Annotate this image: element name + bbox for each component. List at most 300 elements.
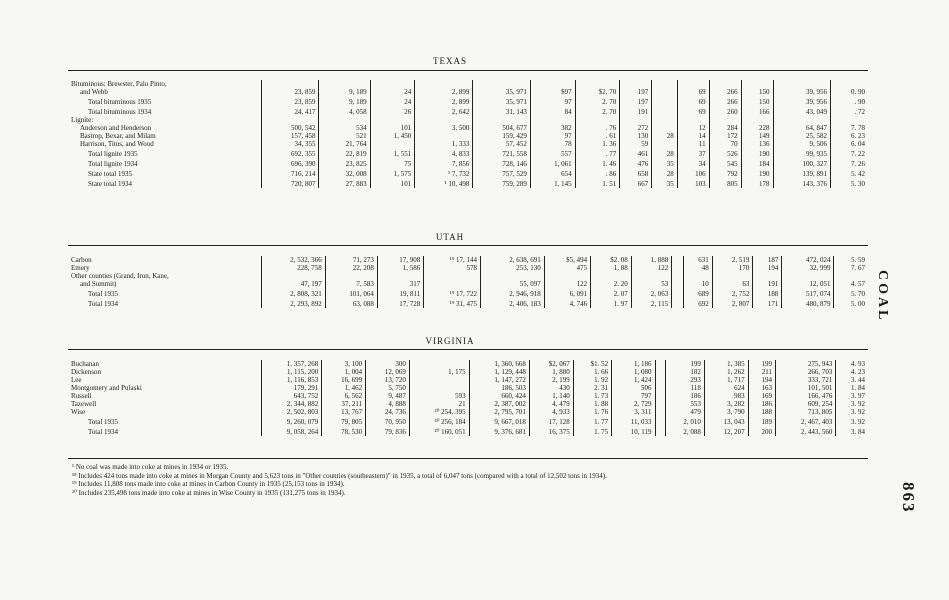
table-cell: 7, 856 [415, 158, 473, 168]
table-cell: 275, 943 [776, 360, 836, 368]
table-cell: 805 [709, 178, 741, 188]
table-cell: 654 [530, 168, 575, 178]
table-cell: 9, 506 [773, 140, 830, 148]
table-cell [672, 272, 684, 280]
table-cell: 22, 208 [325, 264, 377, 272]
table-row [68, 106, 868, 116]
table-cell: 4, 058 [319, 106, 370, 116]
table-cell: 689 [683, 288, 712, 298]
table-cell: 2, 293, 892 [262, 298, 326, 308]
table-cell: 300 [366, 360, 410, 368]
table-cell: 69 [677, 88, 709, 96]
table-cell: 3. 44 [836, 376, 868, 384]
footnote: ¹ No coal was made into coke at mines in 1934 or 1935. [72, 463, 229, 471]
table-cell: 2, 899 [415, 96, 473, 106]
table-cell: 9, 667, 018 [469, 416, 529, 426]
table-cell: 6, 562 [322, 392, 366, 400]
table-cell [415, 132, 473, 140]
table-cell: 2, 752 [712, 288, 753, 298]
table-cell: 194 [748, 376, 775, 384]
table-cell: 191 [620, 106, 652, 116]
table-cell: 472, 024 [782, 256, 834, 264]
table-cell: 1. 88 [591, 264, 632, 272]
table-cell: 32, 999 [782, 264, 834, 272]
table-cell: 7. 22 [830, 148, 868, 158]
table-cell: 136 [741, 140, 773, 148]
table-cell: 667 [620, 178, 652, 188]
table-cell: 631 [683, 256, 712, 264]
table-cell: $2. 70 [575, 88, 620, 96]
table-cell: 9, 487 [366, 392, 410, 400]
table-cell [415, 80, 473, 88]
row-label: Dickenson [71, 368, 101, 376]
table-cell: 2. 70 [575, 96, 620, 106]
table-cell: 1. 36 [575, 140, 620, 148]
table-cell: 1, 888 [631, 256, 672, 264]
table-cell: 24, 417 [262, 106, 319, 116]
row-label: Bituminous: Brewster, Palo Pinto, [71, 80, 167, 88]
table-cell: 10, 119 [612, 426, 655, 436]
table-cell: 24, 736 [366, 408, 410, 416]
table-cell: 696, 390 [262, 158, 319, 168]
table-cell: 97 [530, 132, 575, 140]
table-cell: 4, 746 [544, 298, 590, 308]
row-label: Total 1934 [88, 428, 119, 436]
table-cell [677, 116, 709, 124]
table-cell: 35 [652, 178, 678, 188]
table-cell: 179, 291 [262, 384, 322, 392]
table-cell: 34 [677, 158, 709, 168]
table-cell: 191 [753, 280, 782, 288]
table-cell: 79, 805 [322, 416, 366, 426]
table-cell: 272 [620, 124, 652, 132]
table-cell [262, 80, 319, 88]
table-cell: 71, 273 [325, 256, 377, 264]
table-cell: 23, 825 [319, 158, 370, 168]
table-cell: 2. 07 [591, 288, 632, 298]
table-cell: 197 [620, 88, 652, 96]
table-cell [631, 272, 672, 280]
divider [68, 349, 868, 350]
table-cell: 4, 833 [415, 148, 473, 158]
table-cell: 2, 344, 882 [262, 400, 322, 408]
table-row [68, 384, 868, 392]
table-cell: 624 [704, 384, 748, 392]
table-cell: 188 [748, 408, 775, 416]
table-cell: 70 [709, 140, 741, 148]
table-cell [655, 384, 666, 392]
table-cell: 1. 97 [591, 298, 632, 308]
row-label: Wise [71, 408, 86, 416]
table-cell: 19, 811 [377, 288, 423, 298]
table-cell: 476 [620, 158, 652, 168]
table-cell: 12 [677, 124, 709, 132]
table-cell: 75 [370, 158, 415, 168]
table-cell: 2, 638, 691 [481, 256, 545, 264]
table-cell: 159, 429 [473, 132, 530, 140]
table-cell: 2. 20 [591, 280, 632, 288]
table-cell: 194 [753, 264, 782, 272]
table-cell: 5. 70 [834, 288, 868, 298]
table-row [68, 264, 868, 272]
table-row [68, 178, 868, 188]
utah-table [68, 256, 868, 308]
row-label: Harrison, Titus, and Wood [80, 140, 154, 148]
table-cell [377, 272, 423, 280]
table-cell: 260 [709, 106, 741, 116]
table-cell: 526 [709, 148, 741, 158]
table-cell: 1, 586 [377, 264, 423, 272]
table-cell: 3. 92 [836, 408, 868, 416]
table-cell: 2. 31 [573, 384, 611, 392]
table-cell: 21 [409, 400, 469, 408]
table-cell: 461 [620, 148, 652, 158]
table-cell: 3. 97 [836, 392, 868, 400]
table-cell: 1. 46 [575, 158, 620, 168]
row-label: Buchanan [71, 360, 99, 368]
table-cell [830, 80, 868, 88]
table-cell: 11, 033 [612, 416, 655, 426]
table-cell: 4, 479 [529, 400, 573, 408]
table-cell: 692 [683, 298, 712, 308]
table-row [68, 360, 868, 368]
table-cell: 103 [677, 178, 709, 188]
row-label: Total bituminous 1934 [88, 108, 152, 116]
table-cell: 1, 880 [529, 368, 573, 376]
table-cell: 34, 355 [262, 140, 319, 148]
table-cell: 13, 767 [322, 408, 366, 416]
table-cell: 983 [704, 392, 748, 400]
footnote: ¹⁹ Includes 11,808 tons made into coke at mines in Carbon County in 1935 (25,153 tons in 1934). [72, 480, 345, 488]
divider [68, 70, 868, 71]
table-cell: 2, 532, 366 [262, 256, 326, 264]
row-label: Total 1935 [88, 290, 119, 298]
table-cell [830, 116, 868, 124]
table-cell: 266 [709, 88, 741, 96]
table-cell [709, 80, 741, 88]
table-cell: 1, 004 [322, 368, 366, 376]
table-cell: 199 [666, 360, 704, 368]
table-cell: . 72 [830, 106, 868, 116]
table-cell [652, 116, 678, 124]
table-cell: 317 [377, 280, 423, 288]
table-cell: ¹⁹ 31, 475 [424, 298, 481, 308]
table-cell: 2, 808, 321 [262, 288, 326, 298]
table-cell: 430 [529, 384, 573, 392]
table-cell: 5, 750 [366, 384, 410, 392]
table-cell: 333, 721 [776, 376, 836, 384]
footnote: ¹⁸ Includes 424 tons made into coke at mines in Morgan County and 5,623 tons in "Other counties (southeastern)" in 1935, a total of 6,047 tons (compared with a total of 12,502 tons in 1934). [72, 471, 607, 480]
table-cell: 266, 703 [776, 368, 836, 376]
table-cell: 7. 78 [830, 124, 868, 132]
table-cell [741, 80, 773, 88]
table-cell [530, 80, 575, 88]
table-cell [652, 106, 678, 116]
table-cell: 186, 503 [469, 384, 529, 392]
table-cell: 2, 443, 560 [776, 426, 836, 436]
table-cell [773, 116, 830, 124]
table-cell: 17, 728 [377, 298, 423, 308]
table-cell: 716, 214 [262, 168, 319, 178]
table-cell: 169 [748, 392, 775, 400]
table-cell: 1. 75 [573, 426, 611, 436]
table-cell: 382 [530, 124, 575, 132]
table-cell: . 77 [575, 148, 620, 158]
table-cell: 2. 70 [575, 106, 620, 116]
table-row [68, 400, 868, 408]
page-number: 863 [899, 482, 918, 514]
row-label: and Summit) [80, 280, 117, 288]
table-row [68, 408, 868, 416]
table-cell: 12, 207 [704, 426, 748, 436]
table-cell [473, 116, 530, 124]
table-cell: 1, 061 [530, 158, 575, 168]
table-cell: 186 [748, 400, 775, 408]
row-label: State total 1935 [88, 170, 132, 178]
table-cell [655, 392, 666, 400]
table-cell: 70, 950 [366, 416, 410, 426]
table-cell: 2, 199 [529, 376, 573, 384]
table-cell: 26 [370, 106, 415, 116]
table-cell [773, 80, 830, 88]
table-cell: 43, 049 [773, 106, 830, 116]
table-cell: 2, 387, 002 [469, 400, 529, 408]
row-label: Other counties (Grand, Iron, Kane, [71, 272, 169, 280]
table-cell [683, 272, 712, 280]
table-cell: 2, 795, 701 [469, 408, 529, 416]
table-cell: 2, 115 [631, 298, 672, 308]
table-cell: $2, 067 [529, 360, 573, 368]
table-cell: 37 [677, 148, 709, 158]
table-cell: 150 [741, 96, 773, 106]
table-cell: 186 [666, 392, 704, 400]
table-cell: ¹ 7, 732 [415, 168, 473, 178]
row-label: Emery [71, 264, 90, 272]
row-label: Montgomery and Pulaski [71, 384, 142, 392]
table-cell: 728, 146 [473, 158, 530, 168]
table-cell: 5. 59 [834, 256, 868, 264]
table-cell [415, 116, 473, 124]
table-cell [544, 272, 590, 280]
table-cell: ¹⁹ 17, 722 [424, 288, 481, 298]
table-cell: 3, 100 [322, 360, 366, 368]
table-row [68, 298, 868, 308]
table-cell: 35, 971 [473, 88, 530, 96]
table-cell [319, 116, 370, 124]
table-cell: ¹ 10, 498 [415, 178, 473, 188]
table-cell [655, 426, 666, 436]
table-cell [655, 400, 666, 408]
table-cell [262, 272, 326, 280]
table-cell: 2, 519 [712, 256, 753, 264]
table-cell: 35, 971 [473, 96, 530, 106]
table-cell: 99, 935 [773, 148, 830, 158]
table-cell: 2, 088 [666, 426, 704, 436]
table-cell [655, 368, 666, 376]
table-cell: 1. 76 [573, 408, 611, 416]
table-cell: 122 [544, 280, 590, 288]
table-cell: 500, 542 [262, 124, 319, 132]
table-cell [652, 88, 678, 96]
table-cell: 11 [677, 140, 709, 148]
table-row [68, 288, 868, 298]
table-cell: 1, 262 [704, 368, 748, 376]
section-title-virginia: VIRGINIA [425, 336, 475, 346]
table-cell [677, 80, 709, 88]
table-cell: 39, 956 [773, 96, 830, 106]
table-cell: 721, 558 [473, 148, 530, 158]
table-cell: 199 [748, 360, 775, 368]
table-cell: 149 [741, 132, 773, 140]
table-cell: 190 [741, 168, 773, 178]
table-cell: 37, 211 [322, 400, 366, 408]
table-cell: 101 [370, 124, 415, 132]
table-cell [655, 416, 666, 426]
table-cell: 1, 145 [530, 178, 575, 188]
table-cell: 197 [620, 96, 652, 106]
table-cell: 1. 73 [573, 392, 611, 400]
table-cell [672, 256, 684, 264]
row-label: Total 1935 [88, 418, 119, 426]
table-cell: 9, 058, 264 [262, 426, 322, 436]
row-label: Total lignite 1934 [88, 160, 138, 168]
table-cell: 211 [748, 368, 775, 376]
table-cell: 2, 502, 803 [262, 408, 322, 416]
table-cell: 757, 529 [473, 168, 530, 178]
row-label: Total bituminous 1935 [88, 98, 152, 106]
table-cell: 1, 080 [612, 368, 655, 376]
table-cell [652, 140, 678, 148]
table-cell [424, 280, 481, 288]
table-cell: 55, 097 [481, 280, 545, 288]
table-cell [481, 272, 545, 280]
table-cell: 1. 66 [573, 368, 611, 376]
table-cell [319, 80, 370, 88]
table-cell: 2, 406, 183 [481, 298, 545, 308]
table-cell: 47, 197 [262, 280, 326, 288]
table-cell: 69 [677, 96, 709, 106]
table-cell: $1. 52 [573, 360, 611, 368]
table-cell: 4. 93 [836, 360, 868, 368]
table-cell: 1. 84 [836, 384, 868, 392]
table-cell: 64, 847 [773, 124, 830, 132]
table-cell: 534 [319, 124, 370, 132]
table-cell: 228 [741, 124, 773, 132]
table-cell: 63 [712, 280, 753, 288]
table-row [68, 158, 868, 168]
table-cell [655, 360, 666, 368]
table-cell [652, 124, 678, 132]
table-cell: 720, 807 [262, 178, 319, 188]
table-cell: $2. 08 [591, 256, 632, 264]
table-cell: 228, 758 [262, 264, 326, 272]
table-row [68, 416, 868, 426]
table-cell: $5, 494 [544, 256, 590, 264]
table-cell: 578 [424, 264, 481, 272]
table-cell: 792 [709, 168, 741, 178]
table-cell [672, 264, 684, 272]
table-cell: 17, 908 [377, 256, 423, 264]
table-cell: 157, 458 [262, 132, 319, 140]
footnote: ²⁰ Includes 235,498 tons made into coke at mines in Wise County in 1935 (131,275 tons in 1934). [72, 488, 346, 497]
table-cell: 7. 67 [834, 264, 868, 272]
table-cell: 35 [652, 158, 678, 168]
table-cell: 1, 333 [415, 140, 473, 148]
table-cell: 2, 063 [631, 288, 672, 298]
table-cell: 3, 311 [612, 408, 655, 416]
section-title-utah: UTAH [435, 232, 465, 242]
table-row [68, 376, 868, 384]
table-cell: 1, 424 [612, 376, 655, 384]
row-label: Anderson and Henderson [80, 124, 152, 132]
table-cell: 78 [530, 140, 575, 148]
table-cell: . 61 [575, 132, 620, 140]
table-cell: 3, 500 [415, 124, 473, 132]
table-cell: . 76 [575, 124, 620, 132]
footnotes [72, 463, 872, 497]
table-cell: 266 [709, 96, 741, 106]
table-cell [620, 116, 652, 124]
table-cell: 130 [620, 132, 652, 140]
row-label: State total 1934 [88, 180, 132, 188]
row-label: Lee [71, 376, 82, 384]
table-cell: 1. 92 [573, 376, 611, 384]
table-cell: 517, 074 [782, 288, 834, 298]
table-cell: 143, 376 [773, 178, 830, 188]
table-row [68, 96, 868, 106]
table-cell: 759, 289 [473, 178, 530, 188]
table-cell: 22, 819 [319, 148, 370, 158]
table-row [68, 368, 868, 376]
table-cell [709, 116, 741, 124]
table-cell: 118 [666, 384, 704, 392]
table-cell: 293 [666, 376, 704, 384]
table-cell: 79, 836 [366, 426, 410, 436]
table-cell: 31, 143 [473, 106, 530, 116]
table-cell [655, 376, 666, 384]
table-cell: 28 [652, 148, 678, 158]
row-label: Russell [71, 392, 92, 400]
table-cell: 170 [712, 264, 753, 272]
table-cell: ¹⁹ 17, 144 [424, 256, 481, 264]
table-cell: 521 [319, 132, 370, 140]
table-cell: 3. 92 [836, 416, 868, 426]
table-cell: ²⁰ 254, 395 [409, 408, 469, 416]
table-cell: 1, 360, 668 [469, 360, 529, 368]
table-cell: 13, 043 [704, 416, 748, 426]
table-cell: 1, 385 [704, 360, 748, 368]
table-cell [741, 116, 773, 124]
table-cell [370, 140, 415, 148]
table-cell: 28 [652, 168, 678, 178]
table-cell: 797 [612, 392, 655, 400]
table-cell: 100, 327 [773, 158, 830, 168]
table-row [68, 256, 868, 264]
table-cell: 9, 260, 079 [262, 416, 322, 426]
table-cell: 1, 147, 272 [469, 376, 529, 384]
table-cell: 253, 130 [481, 264, 545, 272]
table-row [68, 426, 868, 436]
table-row [68, 140, 868, 148]
table-cell: 9, 189 [319, 88, 370, 96]
table-cell: 57, 452 [473, 140, 530, 148]
table-row [68, 280, 868, 288]
table-cell: 1, 140 [529, 392, 573, 400]
table-cell [473, 80, 530, 88]
table-cell: 24 [370, 96, 415, 106]
table-cell: 14 [677, 132, 709, 140]
table-cell: 5. 30 [830, 178, 868, 188]
